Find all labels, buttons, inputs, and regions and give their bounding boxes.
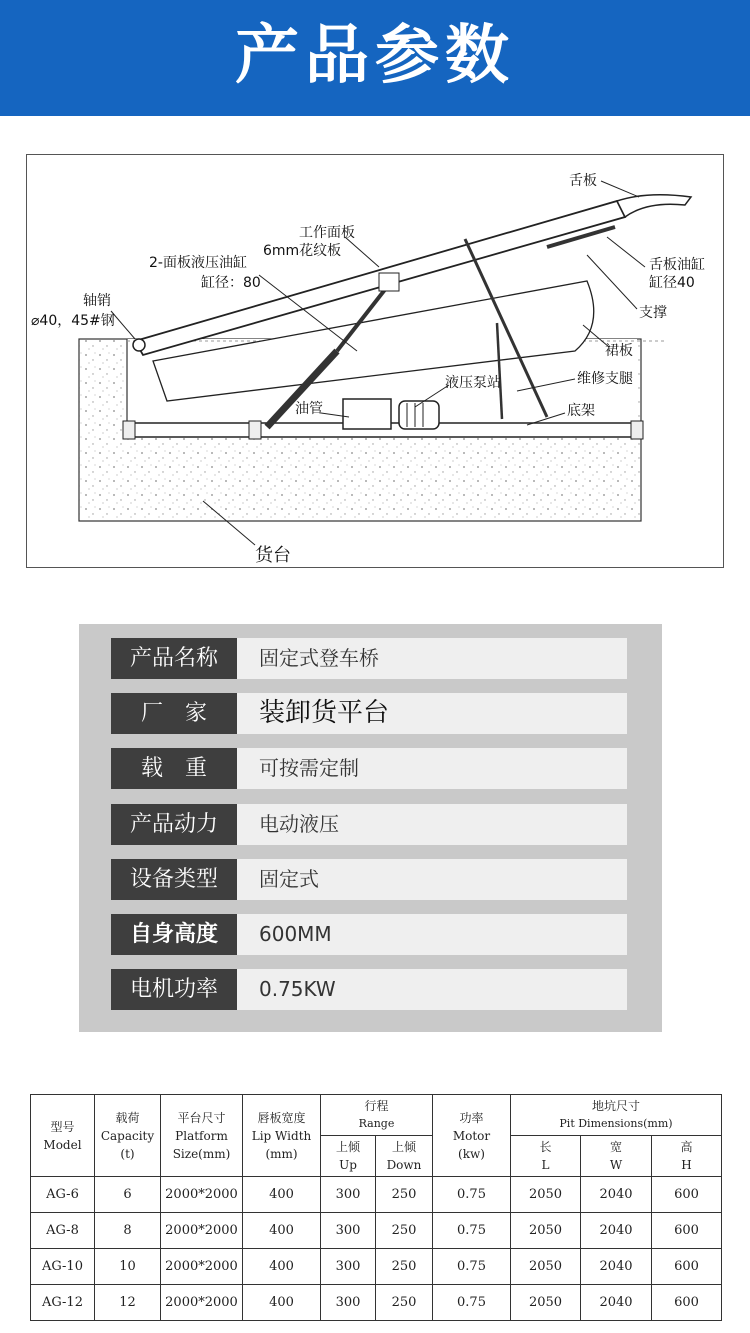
spec-value: 固定式 [237,859,627,900]
spec-value: 装卸货平台 [237,693,627,734]
dock-leveler-drawing [27,155,724,568]
header-cn: 型号 [50,1119,75,1134]
label-work-panel: 工作面板 [299,225,355,241]
spec-label: 产品动力 [111,804,237,845]
label-shaft-spec: ⌀40，45#钢 [31,313,115,329]
spec-row [111,804,627,845]
cell-capacity: 6 [95,1177,161,1213]
cell-model: AG-12 [31,1285,95,1321]
header-en: Model [43,1137,82,1152]
table-row [31,1213,722,1249]
tongue-lip [617,195,691,217]
col-motor-header [433,1095,511,1177]
cell-range-up: 300 [321,1249,376,1285]
cell-pit-h: 600 [652,1285,722,1321]
col-platform-header [161,1095,243,1177]
cell-lip: 400 [243,1177,321,1213]
pump-station [343,399,391,429]
cell-range-down: 250 [376,1249,433,1285]
cell-motor: 0.75 [433,1213,511,1249]
header-en: H [681,1158,692,1172]
spec-label: 产品名称 [111,638,237,679]
cell-pit-h: 600 [652,1249,722,1285]
structure-diagram [26,154,724,568]
page-title: 产品参数 [235,19,515,93]
header-cn: 上倾 [335,1140,360,1154]
header-cn: 行程 [364,1099,389,1113]
spec-row [111,693,627,734]
cell-pit-l: 2050 [511,1177,581,1213]
label-skirt-plate: 裙板 [605,343,633,359]
col-range-header [321,1095,433,1136]
label-tongue-plate: 舌板 [569,173,597,189]
table-row [31,1249,722,1285]
spec-label: 厂 家 [111,693,237,734]
header-cn: 长 [539,1140,552,1154]
cell-model: AG-8 [31,1213,95,1249]
header-en: L [541,1158,550,1172]
header-cn: 高 [680,1140,693,1154]
cell-pit-w: 2040 [581,1213,652,1249]
col-range-up-header [321,1136,376,1177]
header-en: Pit Dimensions(mm) [559,1117,673,1130]
cell-platform: 2000*2000 [161,1213,243,1249]
table-row [31,1285,722,1321]
cell-platform: 2000*2000 [161,1285,243,1321]
header-cn: 唇板宽度 [257,1110,306,1125]
col-model-header [31,1095,95,1177]
spec-label: 电机功率 [111,969,237,1010]
label-cylinder-bore: 缸径：80 [201,275,261,291]
col-pit-h-header [652,1136,722,1177]
label-pump-station: 液压泵站 [445,375,501,391]
header-unit: Size(mm) [172,1146,231,1161]
table-header-row [31,1095,722,1136]
cell-range-down: 250 [376,1177,433,1213]
spec-value: 600MM [237,914,627,955]
spec-label: 载 重 [111,748,237,789]
label-support: 支撑 [639,305,667,321]
header-banner [0,0,750,116]
header-en: Up [339,1158,357,1172]
header-cn: 载荷 [115,1110,140,1125]
cell-pit-w: 2040 [581,1285,652,1321]
header-en: Lip Width [251,1128,312,1143]
header-en: Platform [175,1128,228,1143]
cell-capacity: 8 [95,1213,161,1249]
label-checker-plate: 6mm花纹板 [263,243,342,259]
header-cn: 地坑尺寸 [591,1099,640,1113]
cell-range-down: 250 [376,1285,433,1321]
cell-platform: 2000*2000 [161,1177,243,1213]
label-maintenance-leg: 维修支腿 [577,371,633,387]
label-shaft-pin: 轴销 [83,293,111,309]
cell-pit-h: 600 [652,1213,722,1249]
spec-value: 0.75KW [237,969,627,1010]
table-row [31,1177,722,1213]
cell-lip: 400 [243,1249,321,1285]
cell-range-up: 300 [321,1177,376,1213]
header-cn: 平台尺寸 [177,1110,226,1125]
header-unit: (t) [120,1146,135,1161]
spec-label: 自身高度 [111,914,237,955]
cell-range-down: 250 [376,1213,433,1249]
cell-capacity: 10 [95,1249,161,1285]
cell-lip: 400 [243,1213,321,1249]
parameter-table [30,1094,722,1321]
spec-row [111,638,627,679]
header-unit: (kw) [458,1146,485,1161]
cell-pit-h: 600 [652,1177,722,1213]
header-cn: 功率 [459,1110,484,1125]
col-lip-header [243,1095,321,1177]
col-pit-header [511,1095,722,1136]
header-unit: (mm) [265,1146,298,1161]
label-tongue-cylinder: 舌板油缸 [649,257,705,273]
col-pit-l-header [511,1136,581,1177]
label-base-frame: 底架 [567,403,595,419]
header-en: Motor [452,1128,491,1143]
header-en: Down [386,1158,422,1172]
label-tongue-cylinder-bore: 缸径40 [649,275,695,291]
spec-value: 电动液压 [237,804,627,845]
cell-motor: 0.75 [433,1249,511,1285]
cell-pit-w: 2040 [581,1177,652,1213]
spec-panel [79,624,662,1032]
header-en: Range [358,1117,395,1130]
label-oil-pipe: 油管 [295,401,323,417]
cell-motor: 0.75 [433,1285,511,1321]
cell-pit-l: 2050 [511,1249,581,1285]
header-en: Capacity [100,1128,155,1143]
col-capacity-header [95,1095,161,1177]
cell-pit-l: 2050 [511,1213,581,1249]
cell-lip: 400 [243,1285,321,1321]
header-en: W [609,1158,623,1172]
cell-model: AG-10 [31,1249,95,1285]
header-cn: 上倾 [391,1140,416,1154]
spec-label: 设备类型 [111,859,237,900]
spec-row [111,859,627,900]
cell-range-up: 300 [321,1213,376,1249]
spec-value: 固定式登车桥 [237,638,627,679]
cell-range-up: 300 [321,1285,376,1321]
col-pit-w-header [581,1136,652,1177]
cell-model: AG-6 [31,1177,95,1213]
cell-capacity: 12 [95,1285,161,1321]
cell-pit-w: 2040 [581,1249,652,1285]
cell-platform: 2000*2000 [161,1249,243,1285]
header-cn: 宽 [609,1140,622,1154]
col-range-down-header [376,1136,433,1177]
spec-row [111,748,627,789]
label-cargo-platform: 货台 [255,545,291,566]
label-panel-cylinder: 2-面板液压油缸 [149,255,247,271]
cell-motor: 0.75 [433,1177,511,1213]
spec-row [111,969,627,1010]
spec-value: 可按需定制 [237,748,627,789]
spec-row [111,914,627,955]
cell-pit-l: 2050 [511,1285,581,1321]
